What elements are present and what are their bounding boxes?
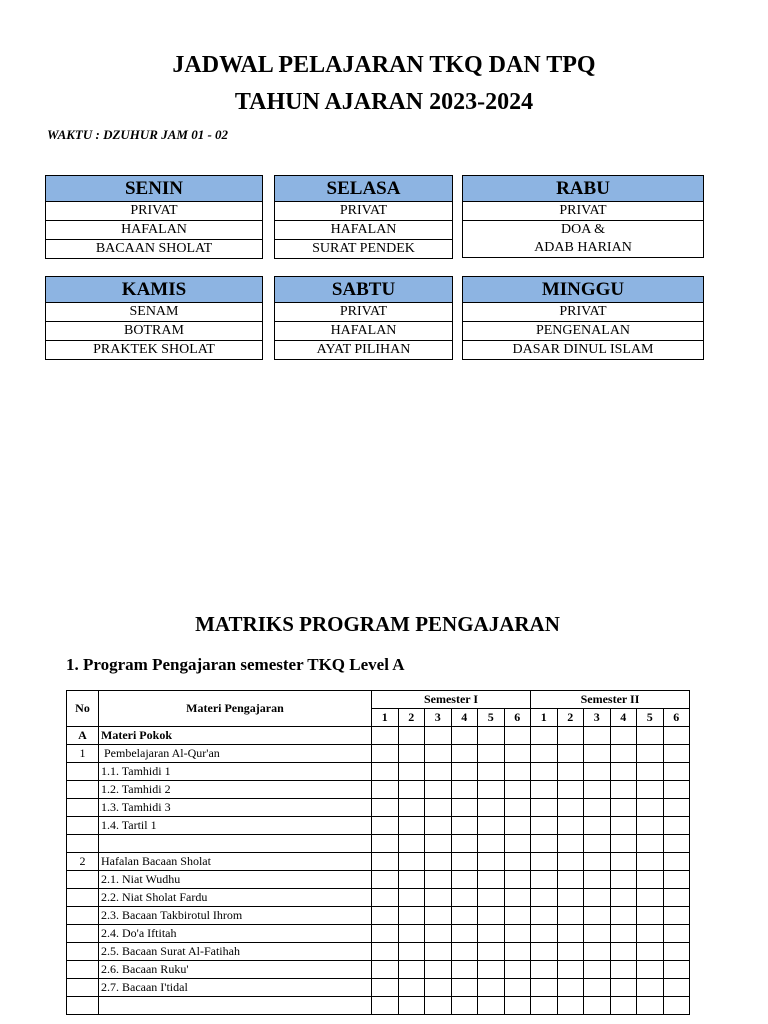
month-cell [398,799,425,817]
month-cell [610,889,637,907]
month-cell [610,799,637,817]
month-cell [663,979,690,997]
month-cell [451,979,478,997]
month-cell [425,745,452,763]
month-cell [372,943,399,961]
schedule-item: HAFALAN [46,221,262,240]
schedule-item: DASAR DINUL ISLAM [512,342,654,357]
month-cell [663,763,690,781]
row-number: 1 [67,745,99,763]
row-materi: 2.6. Bacaan Ruku' [99,961,372,979]
table-row [67,889,690,907]
month-cell [584,961,611,979]
month-header: 3 [425,709,452,727]
month-header: 1 [531,709,558,727]
row-number [67,961,99,979]
month-cell [663,853,690,871]
month-cell [504,907,531,925]
month-cell [372,853,399,871]
schedule-senin [45,175,263,259]
month-cell [610,907,637,925]
month-cell [610,925,637,943]
month-cell [451,997,478,1015]
month-cell [663,889,690,907]
table-row [67,835,690,853]
month-cell [584,763,611,781]
table-row [67,997,690,1015]
schedule-item: PENGENALAN [463,322,703,341]
month-cell [610,727,637,745]
month-cell [557,943,584,961]
schedule-item: ADAB HARIAN [534,240,632,255]
month-cell [557,997,584,1015]
month-cell [557,961,584,979]
month-header: 1 [372,709,399,727]
month-cell [531,763,558,781]
month-cell [584,799,611,817]
schedule-item: HAFALAN [275,322,452,341]
month-cell [398,907,425,925]
month-cell [372,907,399,925]
month-cell [663,997,690,1015]
month-cell [425,997,452,1015]
month-cell [451,961,478,979]
month-cell [663,907,690,925]
month-cell [451,925,478,943]
row-number [67,781,99,799]
month-cell [531,943,558,961]
month-cell [663,961,690,979]
month-cell [504,799,531,817]
month-cell [425,817,452,835]
table-row [67,763,690,781]
month-cell [531,817,558,835]
month-cell [637,727,664,745]
schedule-item: SURAT PENDEK [312,241,415,256]
month-cell [478,763,505,781]
month-cell [663,727,690,745]
month-cell [531,961,558,979]
schedule-selasa [274,175,453,259]
month-cell [451,727,478,745]
month-cell [557,889,584,907]
month-cell [372,997,399,1015]
month-cell [425,763,452,781]
month-cell [610,835,637,853]
row-materi: 2.5. Bacaan Surat Al-Fatihah [99,943,372,961]
month-cell [637,889,664,907]
month-cell [637,799,664,817]
row-number: 2 [67,853,99,871]
month-cell [557,925,584,943]
month-cell [584,835,611,853]
month-cell [504,943,531,961]
row-number [67,817,99,835]
month-cell [610,763,637,781]
schedule-rabu [462,175,704,258]
month-header: 4 [610,709,637,727]
month-cell [663,745,690,763]
month-cell [504,997,531,1015]
month-cell [398,889,425,907]
month-header: 2 [557,709,584,727]
month-cell [637,961,664,979]
month-header: 5 [637,709,664,727]
month-cell [504,961,531,979]
matrix-title: MATRIKS PROGRAM PENGAJARAN [195,612,560,636]
month-cell [478,817,505,835]
month-cell [425,943,452,961]
month-cell [663,781,690,799]
month-cell [425,925,452,943]
row-materi: 2.3. Bacaan Takbirotul Ihrom [99,907,372,925]
month-cell [531,925,558,943]
row-number [67,907,99,925]
month-cell [478,925,505,943]
month-cell [637,817,664,835]
row-number [67,979,99,997]
table-row [67,907,690,925]
table-row [67,781,690,799]
row-materi [99,997,372,1015]
month-cell [425,781,452,799]
month-cell [531,727,558,745]
month-cell [557,853,584,871]
page-subtitle: TAHUN AJARAN 2023-2024 [234,89,534,115]
table-row [67,961,690,979]
schedule-minggu [462,276,704,360]
month-cell [531,835,558,853]
month-header: 3 [584,709,611,727]
month-cell [584,943,611,961]
month-cell [372,727,399,745]
month-cell [504,871,531,889]
table-row [67,979,690,997]
month-cell [504,853,531,871]
month-cell [398,925,425,943]
month-cell [584,889,611,907]
col-header-semester-1: Semester I [372,691,531,709]
month-cell [451,799,478,817]
schedule-item: PRIVAT [275,303,452,322]
month-cell [610,943,637,961]
month-cell [610,853,637,871]
month-cell [557,979,584,997]
month-cell [584,997,611,1015]
month-cell [504,889,531,907]
month-cell [451,871,478,889]
row-number [67,997,99,1015]
row-number [67,925,99,943]
month-cell [398,961,425,979]
month-cell [504,979,531,997]
month-cell [637,853,664,871]
schedule-item: BOTRAM [46,322,262,341]
month-header: 6 [663,709,690,727]
month-cell [478,835,505,853]
month-cell [478,727,505,745]
month-cell [451,907,478,925]
month-cell [610,817,637,835]
schedule-item: PRIVAT [463,303,703,322]
month-cell [372,799,399,817]
month-cell [557,799,584,817]
schedule-item: BACAAN SHOLAT [95,241,213,256]
month-cell [478,745,505,763]
month-cell [372,961,399,979]
month-cell [531,889,558,907]
month-cell [478,907,505,925]
day-header-selasa: SELASA [275,176,452,202]
day-header-kamis: KAMIS [46,277,262,303]
month-cell [478,799,505,817]
month-cell [637,997,664,1015]
month-cell [372,889,399,907]
month-cell [478,961,505,979]
month-cell [398,781,425,799]
month-cell [372,835,399,853]
month-cell [557,745,584,763]
month-cell [451,943,478,961]
month-cell [425,853,452,871]
schedule-item: PRAKTEK SHOLAT [93,342,215,357]
col-header-materi: Materi Pengajaran [99,691,372,727]
month-cell [584,871,611,889]
month-cell [610,997,637,1015]
table-row [67,745,690,763]
month-cell [398,943,425,961]
row-materi: 2.4. Do'a Iftitah [99,925,372,943]
program-matrix-table [66,690,690,1015]
month-cell [398,997,425,1015]
page-title: JADWAL PELAJARAN TKQ DAN TPQ [172,52,596,78]
month-cell [372,763,399,781]
month-cell [372,979,399,997]
row-materi: 2.1. Niat Wudhu [99,871,372,889]
month-cell [398,745,425,763]
month-cell [478,781,505,799]
row-materi: 1.1. Tamhidi 1 [99,763,372,781]
month-cell [451,763,478,781]
month-cell [398,835,425,853]
month-cell [584,781,611,799]
schedule-item: AYAT PILIHAN [316,342,411,357]
schedule-item: DOA & [561,222,605,237]
month-cell [372,817,399,835]
month-cell [398,763,425,781]
month-cell [504,763,531,781]
month-cell [531,907,558,925]
month-cell [451,889,478,907]
table-row [67,799,690,817]
month-cell [531,853,558,871]
month-cell [425,979,452,997]
month-cell [637,745,664,763]
col-header-semester-2: Semester II [531,691,690,709]
month-cell [372,781,399,799]
month-cell [531,781,558,799]
month-cell [425,835,452,853]
month-cell [557,871,584,889]
table-row [67,853,690,871]
row-materi: Materi Pokok [99,727,372,745]
schedule-sabtu [274,276,453,360]
month-cell [372,745,399,763]
row-number [67,889,99,907]
month-cell [451,745,478,763]
row-number [67,943,99,961]
row-materi [99,835,372,853]
month-cell [451,835,478,853]
month-cell [398,817,425,835]
month-cell [584,925,611,943]
month-cell [610,781,637,799]
schedule-item: SENAM [46,303,262,322]
row-number: A [67,727,99,745]
month-cell [504,781,531,799]
row-materi: 2.2. Niat Sholat Fardu [99,889,372,907]
row-number [67,799,99,817]
month-cell [637,907,664,925]
month-cell [610,979,637,997]
row-materi: 1.3. Tamhidi 3 [99,799,372,817]
month-cell [557,763,584,781]
row-materi: 2.7. Bacaan I'tidal [99,979,372,997]
matrix-subtitle: 1. Program Pengajaran semester TKQ Level A [66,655,405,674]
row-number [67,763,99,781]
month-cell [663,871,690,889]
month-cell [584,907,611,925]
month-cell [425,799,452,817]
month-cell [372,925,399,943]
month-cell [610,745,637,763]
month-cell [557,817,584,835]
month-header: 2 [398,709,425,727]
month-cell [478,853,505,871]
col-header-no: No [67,691,99,727]
month-cell [425,889,452,907]
schedule-kamis [45,276,263,360]
month-cell [557,727,584,745]
table-row [67,817,690,835]
table-row [67,925,690,943]
month-cell [637,835,664,853]
month-cell [398,871,425,889]
month-cell [610,961,637,979]
month-cell [663,925,690,943]
month-cell [637,781,664,799]
waktu-label: WAKTU : DZUHUR JAM 01 - 02 [47,127,229,142]
row-number [67,871,99,889]
schedule-item: HAFALAN [275,221,452,240]
month-cell [531,745,558,763]
row-number [67,835,99,853]
month-cell [531,871,558,889]
month-cell [663,817,690,835]
month-cell [451,817,478,835]
month-cell [637,979,664,997]
month-cell [584,979,611,997]
month-cell [398,853,425,871]
month-cell [557,835,584,853]
day-header-minggu: MINGGU [463,277,703,303]
month-cell [637,943,664,961]
month-cell [478,871,505,889]
month-cell [425,961,452,979]
month-cell [531,997,558,1015]
month-cell [504,817,531,835]
month-cell [637,925,664,943]
month-cell [478,943,505,961]
month-cell [531,799,558,817]
month-cell [451,781,478,799]
month-cell [557,907,584,925]
month-cell [398,979,425,997]
row-materi: Hafalan Bacaan Sholat [99,853,372,871]
month-cell [584,727,611,745]
schedule-item: PRIVAT [46,202,262,221]
schedule-item: PRIVAT [275,202,452,221]
month-cell [663,943,690,961]
table-row [67,727,690,745]
month-cell [478,997,505,1015]
month-cell [425,871,452,889]
month-cell [584,745,611,763]
row-materi: 1.2. Tamhidi 2 [99,781,372,799]
month-cell [504,727,531,745]
day-header-sabtu: SABTU [275,277,452,303]
month-cell [451,853,478,871]
month-cell [478,979,505,997]
month-cell [584,853,611,871]
month-cell [504,835,531,853]
month-cell [425,907,452,925]
month-cell [637,871,664,889]
row-materi: Pembelajaran Al-Qur'an [99,745,372,763]
month-cell [372,871,399,889]
table-row [67,943,690,961]
month-header: 6 [504,709,531,727]
month-cell [610,871,637,889]
month-cell [663,835,690,853]
day-header-senin: SENIN [46,176,262,202]
month-header: 5 [478,709,505,727]
month-cell [637,763,664,781]
month-cell [504,745,531,763]
month-cell [557,781,584,799]
month-cell [584,817,611,835]
month-cell [478,889,505,907]
day-header-rabu: RABU [463,176,703,202]
table-row [67,871,690,889]
month-header: 4 [451,709,478,727]
schedule-item: PRIVAT [463,202,703,221]
row-materi: 1.4. Tartil 1 [99,817,372,835]
month-cell [504,925,531,943]
month-cell [663,799,690,817]
month-cell [425,727,452,745]
month-cell [531,979,558,997]
month-cell [398,727,425,745]
